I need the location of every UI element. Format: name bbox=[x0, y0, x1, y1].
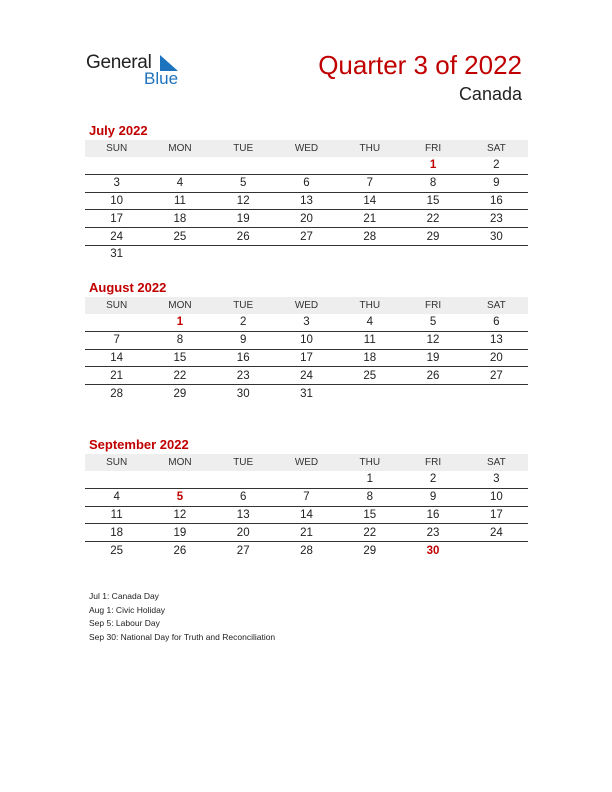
empty-day-cell bbox=[212, 471, 275, 488]
empty-day-cell bbox=[148, 245, 211, 262]
week-row bbox=[85, 192, 528, 210]
weekday-header-row bbox=[85, 454, 528, 471]
week-row bbox=[85, 157, 528, 174]
day-cell: 23 bbox=[212, 367, 275, 385]
day-cell: 5 bbox=[401, 314, 464, 331]
day-cell: 17 bbox=[275, 349, 338, 367]
brand-logo bbox=[86, 52, 186, 92]
day-cell: 26 bbox=[212, 228, 275, 246]
empty-day-cell bbox=[465, 245, 528, 262]
week-row bbox=[85, 245, 528, 262]
day-cell: 9 bbox=[401, 488, 464, 506]
week-row bbox=[85, 210, 528, 228]
day-cell: 6 bbox=[465, 314, 528, 331]
weekday-header-row bbox=[85, 297, 528, 314]
day-cell: 25 bbox=[338, 367, 401, 385]
day-cell: 30 bbox=[465, 228, 528, 246]
day-cell: 3 bbox=[275, 314, 338, 331]
day-cell: 13 bbox=[275, 192, 338, 210]
day-cell: 21 bbox=[275, 524, 338, 542]
day-cell: 12 bbox=[212, 192, 275, 210]
weekday-header: FRI bbox=[401, 454, 464, 471]
month-title: September 2022 bbox=[89, 437, 189, 452]
day-cell: 19 bbox=[212, 210, 275, 228]
day-cell: 31 bbox=[300, 387, 313, 400]
day-cell: 19 bbox=[401, 349, 464, 367]
day-cell: 16 bbox=[401, 506, 464, 524]
month-block-august bbox=[85, 279, 528, 402]
day-cell: 31 bbox=[110, 248, 124, 261]
day-cell: 22 bbox=[148, 367, 211, 385]
day-cell: 24 bbox=[465, 524, 528, 542]
empty-day-cell bbox=[401, 245, 464, 262]
empty-day-cell bbox=[212, 157, 275, 174]
empty-day-cell bbox=[85, 471, 148, 488]
week-row bbox=[85, 524, 528, 542]
weekday-header: SAT bbox=[465, 297, 528, 314]
empty-day-cell bbox=[465, 385, 528, 402]
day-cell: 20 bbox=[465, 349, 528, 367]
day-cell: 15 bbox=[148, 349, 211, 367]
day-cell: 25 bbox=[148, 228, 211, 246]
weekday-header: MON bbox=[148, 140, 211, 157]
day-cell: 4 bbox=[85, 488, 148, 506]
logo-general-text: General bbox=[86, 52, 152, 73]
day-cell: 30 bbox=[426, 544, 440, 557]
holiday-note: Sep 5: Labour Day bbox=[89, 618, 160, 628]
empty-day-cell bbox=[85, 157, 148, 174]
month-block-september bbox=[85, 436, 528, 559]
weekday-header: THU bbox=[338, 140, 401, 157]
day-cell: 13 bbox=[465, 331, 528, 349]
day-cell: 23 bbox=[401, 524, 464, 542]
day-cell: 18 bbox=[148, 210, 211, 228]
weekday-header: MON bbox=[148, 454, 211, 471]
week-row bbox=[85, 174, 528, 192]
day-cell: 20 bbox=[212, 524, 275, 542]
day-cell: 24 bbox=[85, 228, 148, 246]
day-cell: 18 bbox=[85, 524, 148, 542]
empty-day-cell bbox=[338, 245, 401, 262]
day-cell: 14 bbox=[338, 192, 401, 210]
empty-day-cell bbox=[212, 245, 275, 262]
day-cell: 11 bbox=[148, 192, 211, 210]
day-cell: 12 bbox=[401, 331, 464, 349]
weekday-header: WED bbox=[275, 140, 338, 157]
empty-day-cell bbox=[465, 542, 528, 559]
holiday-note: Sep 30: National Day for Truth and Reconciliation bbox=[89, 631, 276, 642]
weekday-header: MON bbox=[148, 297, 211, 314]
day-cell: 6 bbox=[275, 174, 338, 192]
day-cell: 27 bbox=[465, 367, 528, 385]
weekday-header: TUE bbox=[212, 454, 275, 471]
week-row bbox=[85, 349, 528, 367]
day-cell: 18 bbox=[338, 349, 401, 367]
month-title: July 2022 bbox=[89, 123, 148, 138]
month-block-july bbox=[85, 122, 528, 263]
day-cell: 21 bbox=[338, 210, 401, 228]
day-cell: 7 bbox=[275, 488, 338, 506]
logo-blue-text: Blue bbox=[144, 69, 179, 88]
day-cell: 15 bbox=[338, 506, 401, 524]
day-cell: 10 bbox=[275, 331, 338, 349]
week-row bbox=[85, 331, 528, 349]
day-cell: 9 bbox=[212, 331, 275, 349]
weekday-header: THU bbox=[338, 297, 401, 314]
week-row bbox=[85, 367, 528, 385]
empty-day-cell bbox=[401, 385, 464, 402]
day-cell: 27 bbox=[236, 544, 250, 557]
day-cell: 16 bbox=[212, 349, 275, 367]
day-cell: 30 bbox=[236, 387, 250, 400]
week-row bbox=[85, 542, 528, 559]
weekday-header: THU bbox=[338, 454, 401, 471]
day-cell: 3 bbox=[85, 174, 148, 192]
day-cell: 16 bbox=[465, 192, 528, 210]
day-cell: 8 bbox=[148, 331, 211, 349]
day-cell: 13 bbox=[212, 506, 275, 524]
calendar-table bbox=[85, 140, 528, 263]
weekday-header: TUE bbox=[212, 140, 275, 157]
day-cell: 22 bbox=[401, 210, 464, 228]
day-cell: 2 bbox=[212, 314, 275, 331]
week-row bbox=[85, 488, 528, 506]
weekday-header: SUN bbox=[85, 454, 148, 471]
empty-day-cell bbox=[148, 157, 211, 174]
weekday-header: WED bbox=[275, 297, 338, 314]
day-cell: 22 bbox=[338, 524, 401, 542]
week-row bbox=[85, 228, 528, 246]
day-cell: 8 bbox=[401, 174, 464, 192]
weekday-header: SUN bbox=[85, 140, 148, 157]
day-cell: 26 bbox=[401, 367, 464, 385]
day-cell: 20 bbox=[275, 210, 338, 228]
weekday-header: TUE bbox=[212, 297, 275, 314]
day-cell: 29 bbox=[173, 387, 187, 400]
day-cell: 14 bbox=[275, 506, 338, 524]
day-cell: 19 bbox=[148, 524, 211, 542]
day-cell: 4 bbox=[338, 314, 401, 331]
empty-day-cell bbox=[338, 385, 401, 402]
week-row bbox=[85, 471, 528, 488]
week-row bbox=[85, 506, 528, 524]
day-cell: 7 bbox=[85, 331, 148, 349]
day-cell: 12 bbox=[148, 506, 211, 524]
month-title: August 2022 bbox=[89, 280, 167, 295]
day-cell: 25 bbox=[110, 544, 124, 557]
empty-day-cell bbox=[338, 157, 401, 174]
day-cell: 26 bbox=[173, 544, 187, 557]
day-cell: 17 bbox=[465, 506, 528, 524]
day-cell: 3 bbox=[465, 471, 528, 488]
weekday-header: SAT bbox=[465, 454, 528, 471]
day-cell: 28 bbox=[338, 228, 401, 246]
week-row bbox=[85, 385, 528, 402]
day-cell: 10 bbox=[465, 488, 528, 506]
holiday-note: Jul 1: Canada Day bbox=[89, 591, 159, 601]
day-cell: 28 bbox=[110, 387, 124, 400]
weekday-header: FRI bbox=[401, 297, 464, 314]
calendar-table bbox=[85, 297, 528, 402]
empty-day-cell bbox=[275, 471, 338, 488]
day-cell: 11 bbox=[85, 506, 148, 524]
weekday-header: WED bbox=[275, 454, 338, 471]
weekday-header-row bbox=[85, 140, 528, 157]
day-cell: 28 bbox=[300, 544, 313, 557]
day-cell: 1 bbox=[338, 471, 401, 488]
calendar-table bbox=[85, 454, 528, 559]
holiday-notes bbox=[89, 590, 275, 644]
day-cell: 1 bbox=[401, 157, 464, 174]
day-cell: 9 bbox=[465, 174, 528, 192]
day-cell: 14 bbox=[85, 349, 148, 367]
day-cell: 7 bbox=[338, 174, 401, 192]
weekday-header: FRI bbox=[401, 140, 464, 157]
week-row bbox=[85, 314, 528, 331]
day-cell: 29 bbox=[401, 228, 464, 246]
holiday-note: Aug 1: Civic Holiday bbox=[89, 604, 166, 615]
empty-day-cell bbox=[85, 314, 148, 331]
day-cell: 11 bbox=[338, 331, 401, 349]
day-cell: 23 bbox=[465, 210, 528, 228]
weekday-header: SUN bbox=[85, 297, 148, 314]
day-cell: 2 bbox=[401, 471, 464, 488]
day-cell: 6 bbox=[212, 488, 275, 506]
day-cell: 17 bbox=[85, 210, 148, 228]
weekday-header: SAT bbox=[465, 140, 528, 157]
day-cell: 24 bbox=[275, 367, 338, 385]
day-cell: 2 bbox=[465, 157, 528, 174]
day-cell: 4 bbox=[148, 174, 211, 192]
empty-day-cell bbox=[275, 157, 338, 174]
day-cell: 5 bbox=[212, 174, 275, 192]
day-cell: 21 bbox=[85, 367, 148, 385]
day-cell: 5 bbox=[148, 488, 211, 506]
empty-day-cell bbox=[275, 245, 338, 262]
day-cell: 1 bbox=[148, 314, 211, 331]
page-title: Quarter 3 of 2022 bbox=[318, 50, 522, 80]
day-cell: 15 bbox=[401, 192, 464, 210]
day-cell: 29 bbox=[363, 544, 377, 557]
day-cell: 27 bbox=[275, 228, 338, 246]
day-cell: 10 bbox=[85, 192, 148, 210]
country-name: Canada bbox=[458, 84, 522, 104]
empty-day-cell bbox=[148, 471, 211, 488]
day-cell: 8 bbox=[338, 488, 401, 506]
